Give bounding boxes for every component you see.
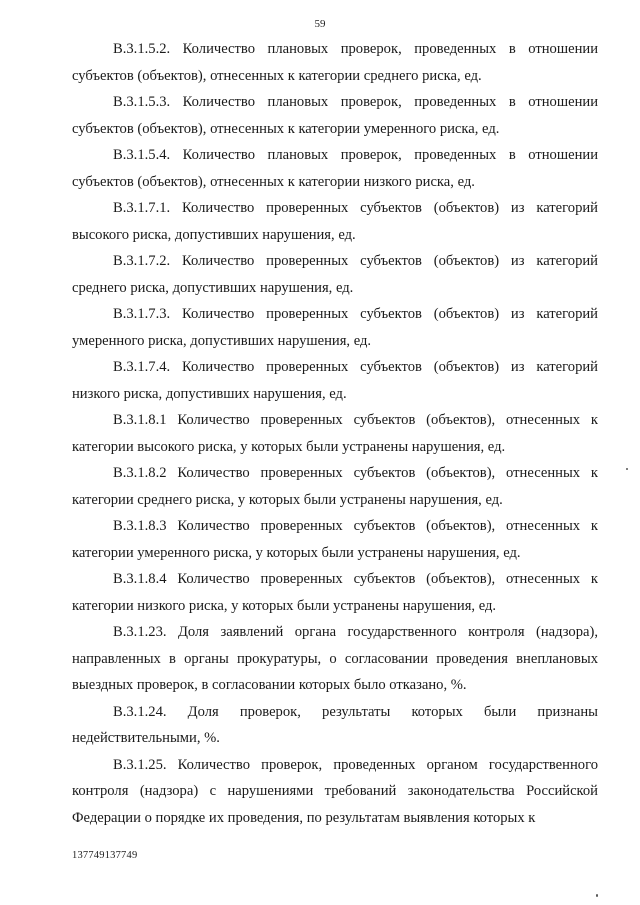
paragraph: В.3.1.5.4. Количество плановых проверок, проведенных в отношении субъектов (объектов), отнесенных к категории низкого риска, ед.	[72, 147, 598, 190]
paragraph: В.3.1.25. Количество проверок, проведенных органом государственного контроля (надзора) с нарушениями требований законодательства Российской Федерации о порядке их проведения, по результатам выявления которых к	[72, 756, 598, 826]
page-body	[72, 36, 598, 831]
document-code: 137749137749	[72, 850, 138, 861]
scan-speck	[626, 468, 628, 470]
paragraph: В.3.1.8.4 Количество проверенных субъектов (объектов), отнесенных к категории низкого риска, у которых были устранены нарушения, ед.	[72, 571, 598, 614]
paragraph: В.3.1.8.2 Количество проверенных субъектов (объектов), отнесенных к категории среднего риска, у которых были устранены нарушения, ед.	[72, 465, 598, 508]
paragraph: В.3.1.8.1 Количество проверенных субъектов (объектов), отнесенных к категории высокого риска, у которых были устранены нарушения, ед.	[72, 412, 598, 455]
paragraph: В.3.1.24. Доля проверок, результаты которых были признаны недействительными, %.	[72, 703, 598, 746]
paragraph: В.3.1.8.3 Количество проверенных субъектов (объектов), отнесенных к категории умеренного риска, у которых были устранены нарушения, ед.	[72, 518, 598, 561]
paragraph: В.3.1.7.4. Количество проверенных субъектов (объектов) из категорий низкого риска, допустивших нарушения, ед.	[72, 359, 598, 402]
page-number: 59	[314, 18, 326, 30]
paragraph: В.3.1.7.2. Количество проверенных субъектов (объектов) из категорий среднего риска, допустивших нарушения, ед.	[72, 253, 598, 296]
paragraph: В.3.1.7.1. Количество проверенных субъектов (объектов) из категорий высокого риска, допустивших нарушения, ед.	[72, 200, 598, 243]
scan-speck	[596, 894, 598, 897]
paragraph: В.3.1.7.3. Количество проверенных субъектов (объектов) из категорий умеренного риска, допустивших нарушения, ед.	[72, 306, 598, 349]
paragraph: В.3.1.5.2. Количество плановых проверок, проведенных в отношении субъектов (объектов), отнесенных к категории среднего риска, ед.	[72, 41, 598, 84]
paragraph: В.3.1.23. Доля заявлений органа государственного контроля (надзора), направленных в органы прокуратуры, о согласовании проведения внеплановых выездных проверок, в согласовании которых было отказано, %.	[72, 624, 598, 693]
paragraph: В.3.1.5.3. Количество плановых проверок, проведенных в отношении субъектов (объектов), отнесенных к категории умеренного риска, ед.	[72, 94, 598, 137]
